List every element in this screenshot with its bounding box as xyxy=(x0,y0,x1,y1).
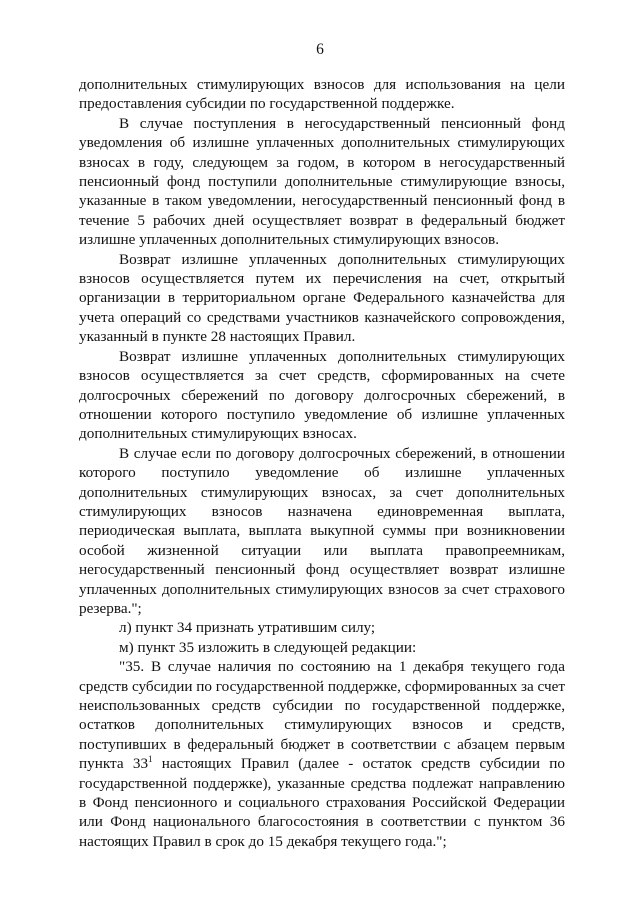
document-body xyxy=(79,75,565,851)
paragraph-refund-source: Возврат излишне уплаченных дополнительных стимулирующих взносов осуществляется за счет средств, сформированных на счете долгосрочных сбережений по договору долгосрочных сбережений, в отношении которого поступило уведомление об излишне уплаченных дополнительных стимулирующих взносах. xyxy=(79,347,565,443)
quote-superscript: 1 xyxy=(148,754,153,765)
paragraph-item-m: м) пункт 35 изложить в следующей редакции: xyxy=(119,638,417,656)
quote-part-1: "35. В случае наличия по состоянию на 1 декабря текущего года средств субсидии по государственной поддержке, сформированных за счет неиспользованных средств субсидии по государственной поддержке, остатков дополнительных стимулирующих взносов и средств, поступивших в федеральный бюджет в соответствии с абзацем первым пункта 33 xyxy=(79,658,565,773)
paragraph-refund-notice: В случае поступления в негосударственный пенсионный фонд уведомления об излишне уплаченных дополнительных стимулирующих взносах в году, следующем за годом, в котором в негосударственный пенсионный фонд поступили дополнительные стимулирующие взносы, указанные в таком уведомлении, негосударственный пенсионный фонд в течение 5 рабочих дней осуществляет возврат в федеральный бюджет излишне уплаченных дополнительных стимулирующих взносов. xyxy=(79,114,565,249)
paragraph-quoted-point-35 xyxy=(79,657,565,851)
paragraph-item-l: л) пункт 34 признать утратившим силу; xyxy=(119,619,376,637)
paragraph-continuation: дополнительных стимулирующих взносов для использования на цели предоставления субсидии по государственной поддержке. xyxy=(79,76,565,113)
quote-part-2: настоящих Правил (далее - остаток средств субсидии по государственной поддержке), указанные средства подлежат направлению в Фонд пенсионного и социального страхования Российской Федерации или Фонд национального благосостояния в соответствии с пунктом 36 настоящих Правил в срок до 15 декабря текущего года."; xyxy=(79,755,566,850)
paragraph-insurance-reserve: В случае если по договору долгосрочных сбережений, в отношении которого поступило уведомление об излишне уплаченных дополнительных стимулирующих взносах, за счет дополнительных стимулирующих взносов назначена единовременная выплата, периодическая выплата, выплата выкупной суммы при возникновении особой жизненной ситуации или выплата правопреемникам, негосударственный пенсионный фонд осуществляет возврат излишне уплаченных дополнительных стимулирующих взносов за счет страхового резерва."; xyxy=(79,444,565,617)
page-number: 6 xyxy=(316,41,324,58)
paragraph-refund-account: Возврат излишне уплаченных дополнительных стимулирующих взносов осуществляется путем их перечисления на счет, открытый организации в территориальном органе Федерального казначейства для учета операций со средствами участников казначейского сопровождения, указанный в пункте 28 настоящих Правил. xyxy=(79,250,565,346)
